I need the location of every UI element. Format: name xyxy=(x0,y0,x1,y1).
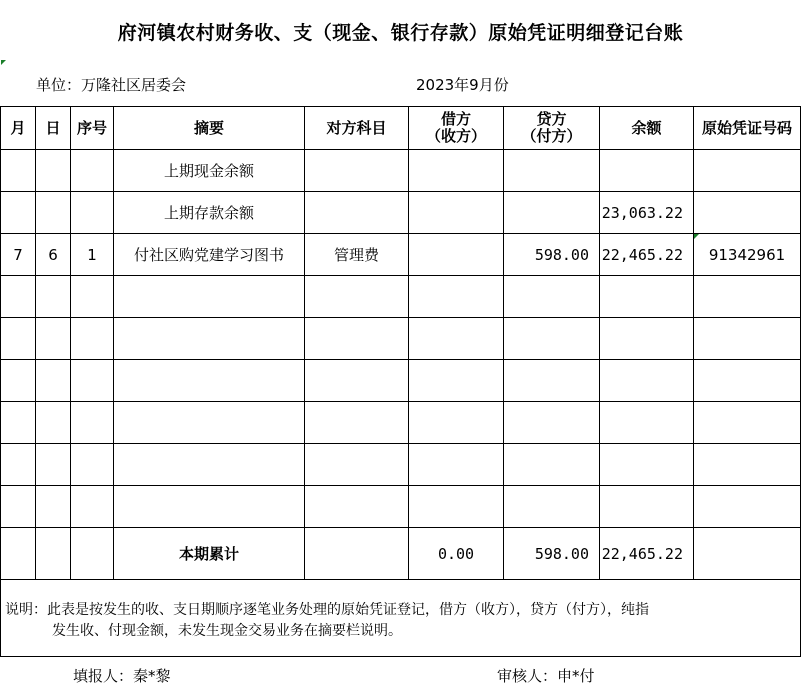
totals-credit: 598.00 xyxy=(504,528,600,580)
table-row xyxy=(1,234,801,276)
cell-voucher xyxy=(694,234,801,276)
cell-credit xyxy=(504,150,600,192)
cell-account xyxy=(305,150,409,192)
col-header-voucher: 原始凭证号码 xyxy=(694,107,801,150)
note-cell xyxy=(1,580,801,657)
period-label: 2023年9月份 xyxy=(416,76,509,94)
table-row xyxy=(1,276,801,318)
cell-credit: 598.00 xyxy=(504,234,600,276)
cell-month: 7 xyxy=(1,234,36,276)
header-row xyxy=(1,107,801,150)
filler-label: 填报人：秦*黎 xyxy=(73,667,171,685)
totals-debit: 0.00 xyxy=(409,528,504,580)
cell-day xyxy=(36,192,71,234)
table-row xyxy=(1,192,801,234)
cell-voucher xyxy=(694,150,801,192)
note-row xyxy=(1,580,801,657)
table-row xyxy=(1,150,801,192)
col-header-debit-line2: （收方） xyxy=(425,127,486,145)
table-row xyxy=(1,402,801,444)
col-header-credit-line1: 贷方 xyxy=(536,110,567,128)
totals-row xyxy=(1,528,801,580)
cell-month xyxy=(1,150,36,192)
table-row xyxy=(1,360,801,402)
cell-balance: 22,465.22 xyxy=(600,234,694,276)
totals-balance: 22,465.22 xyxy=(600,528,694,580)
cell-summary: 付社区购党建学习图书 xyxy=(114,234,305,276)
table-row xyxy=(1,318,801,360)
col-header-debit xyxy=(409,107,504,150)
cell-marker-icon xyxy=(1,60,6,65)
ledger-table xyxy=(0,106,801,657)
totals-label: 本期累计 xyxy=(114,528,305,580)
col-header-account: 对方科目 xyxy=(305,107,409,150)
cell-debit xyxy=(409,234,504,276)
cell-balance xyxy=(600,150,694,192)
cell-seq xyxy=(71,150,114,192)
unit-label: 单位：万隆社区居委会 xyxy=(36,76,187,94)
cell-day xyxy=(36,150,71,192)
cell-debit xyxy=(409,192,504,234)
note-line2: 发生收、付现金额，未发生现金交易业务在摘要栏说明。 xyxy=(52,623,402,639)
voucher-number: 91342961 xyxy=(708,245,786,264)
col-header-summary: 摘要 xyxy=(114,107,305,150)
cell-credit xyxy=(504,192,600,234)
cell-account xyxy=(305,192,409,234)
col-header-debit-line1: 借方 xyxy=(440,110,471,128)
table-row xyxy=(1,486,801,528)
col-header-credit xyxy=(504,107,600,150)
cell-marker-icon xyxy=(694,234,699,239)
cell-summary: 上期存款余额 xyxy=(114,192,305,234)
cell-balance: 23,063.22 xyxy=(600,192,694,234)
cell-seq xyxy=(71,192,114,234)
cell-account: 管理费 xyxy=(305,234,409,276)
page-title: 府河镇农村财务收、支（现金、银行存款）原始凭证明细登记台账 xyxy=(117,22,684,44)
col-header-credit-line2: （付方） xyxy=(521,127,582,145)
cell-voucher xyxy=(694,192,801,234)
col-header-day: 日 xyxy=(36,107,71,150)
note-line1: 说明：此表是按发生的收、支日期顺序逐笔业务处理的原始凭证登记，借方（收方），贷方（付方），纯指 xyxy=(5,602,649,618)
col-header-month: 月 xyxy=(1,107,36,150)
col-header-seq: 序号 xyxy=(71,107,114,150)
table-row xyxy=(1,444,801,486)
cell-month xyxy=(1,192,36,234)
cell-day: 6 xyxy=(36,234,71,276)
cell-seq: 1 xyxy=(71,234,114,276)
cell-summary: 上期现金余额 xyxy=(114,150,305,192)
cell-debit xyxy=(409,150,504,192)
reviewer-label: 审核人：申*付 xyxy=(497,667,595,685)
col-header-balance: 余额 xyxy=(600,107,694,150)
